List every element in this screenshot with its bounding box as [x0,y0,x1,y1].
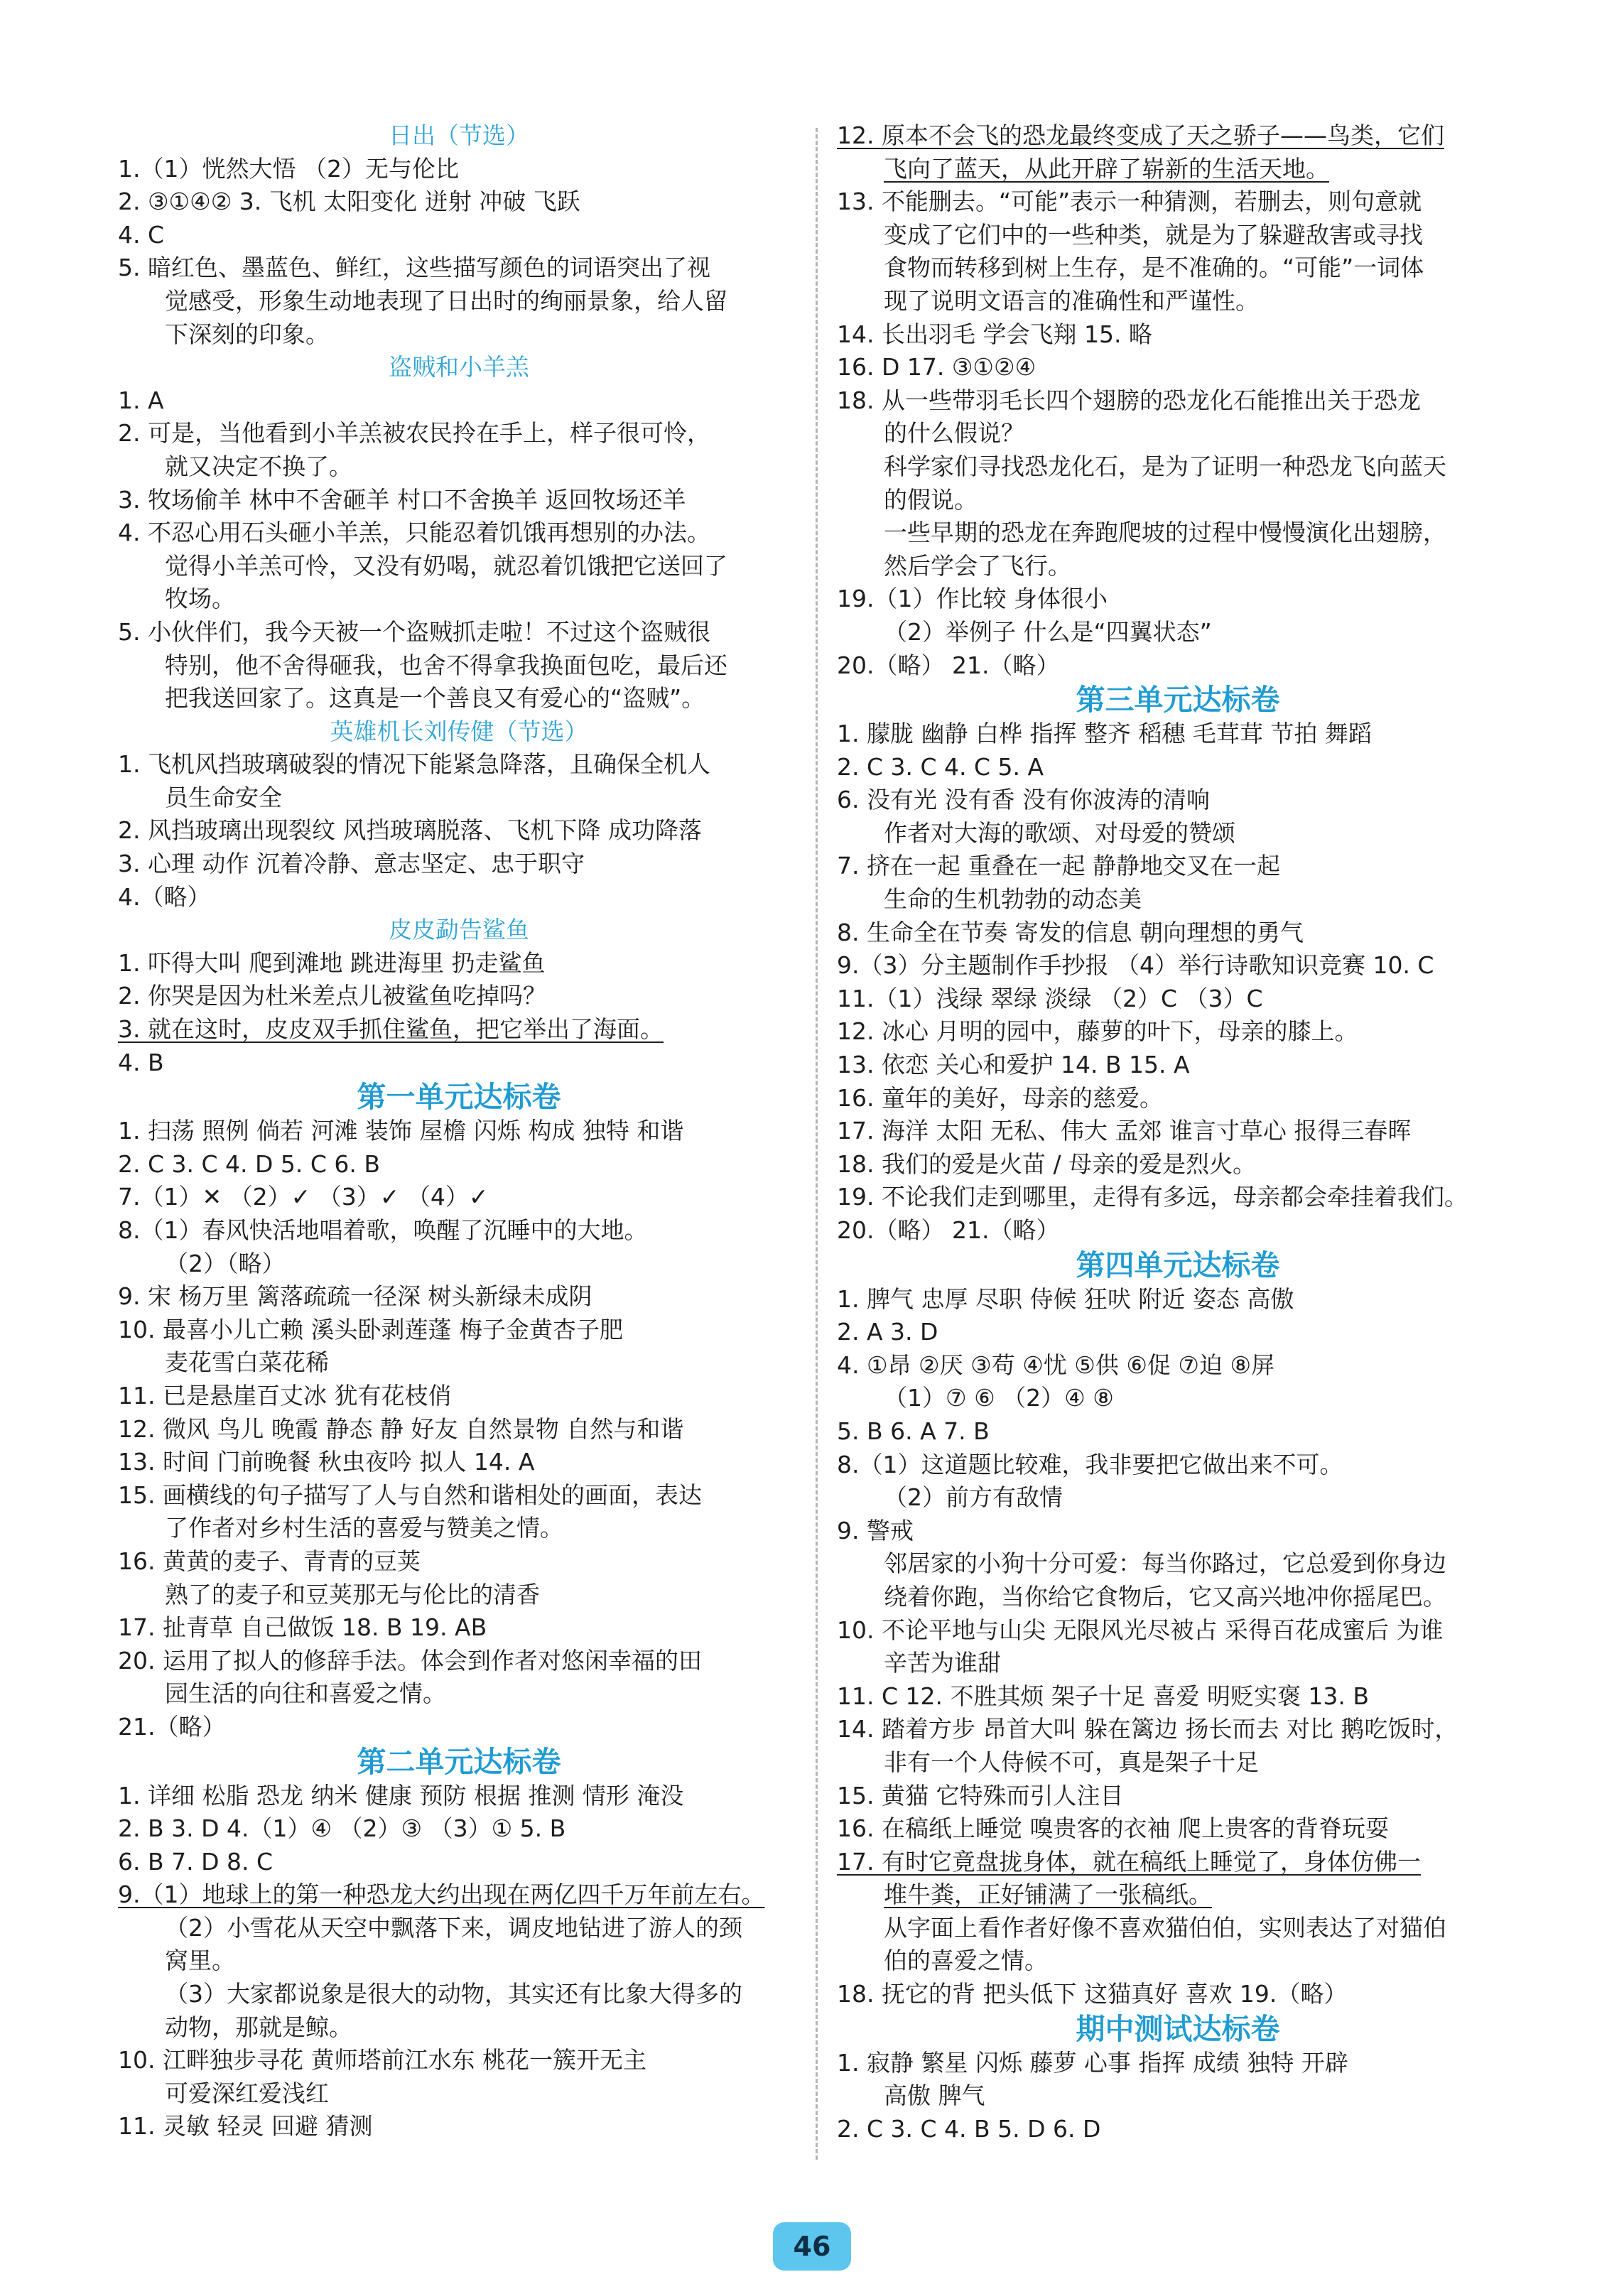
section-title [837,1248,1519,1283]
text: 觉感受，形象生动地表现了日出时的绚丽景象，给人留 [165,286,727,315]
text: 的什么假说？ [884,419,1024,448]
answer-line [837,1846,1519,1879]
answer-continuation [837,1647,1519,1680]
text: 就又决定不换了。 [165,452,352,480]
text: 1. 脾气 忠厚 尽职 侍候 狂吠 附近 姿态 高傲 [837,1284,1294,1313]
text: 1. 飞机风挡玻璃破裂的情况下能紧急降落，且确保全机人 [118,750,710,779]
text: 堆牛粪，正好铺满了一张稿纸。 [884,1881,1212,1909]
answer-line [118,1711,800,1744]
answer-continuation [118,682,800,715]
answer-continuation [837,1878,1519,1912]
answer-continuation [118,550,800,583]
text: 了作者对乡村生活的喜爱与赞美之情。 [165,1514,563,1542]
text: 盗贼和小羊羔 [389,353,529,382]
answer-line [118,1812,800,1846]
answer-continuation [837,1581,1519,1614]
text: 英雄机长刘传健（节选） [330,717,588,745]
section-title [118,1744,800,1780]
text: 高傲 脾气 [884,2082,985,2110]
answer-line [837,850,1519,883]
text: 2. 可是，当他看到小羊羔被农民拎在手上，样子很可怜， [118,419,710,448]
text: 1. 扫荡 照例 倘若 河滩 装饰 屋檐 闪烁 构成 独特 和谐 [118,1117,684,1145]
answer-continuation [837,1912,1519,1945]
text: 2. A 3. D [837,1318,938,1346]
text: 从字面上看作者好像不喜欢猫伯伯，实则表达了对猫伯 [884,1913,1446,1942]
answer-continuation [837,484,1519,517]
answer-line [118,1878,800,1912]
section-title [837,2011,1519,2047]
answer-line [118,1181,800,1214]
text: 1. 详细 松脂 恐龙 纳米 健康 预防 根据 推测 情形 淹没 [118,1781,684,1809]
answer-continuation [837,550,1519,583]
text: 动物，那就是鲸。 [165,2013,352,2041]
answer-line [837,1515,1519,1548]
text: 7.（1）✕ （2）✓ （3）✓ （4）✓ [118,1183,489,1211]
answer-line [837,1449,1519,1482]
text: 9.（1）地球上的第一种恐龙大约出现在两亿四千万年前左右。 [118,1881,765,1909]
text: 7. 挤在一起 重叠在一起 静静地交叉在一起 [837,852,1280,880]
text: 12. 冰心 月明的园中，藤萝的叶下，母亲的膝上。 [837,1017,1358,1046]
answer-continuation [118,1248,800,1281]
text: 2. C 3. C 4. B 5. D 6. D [837,2114,1101,2143]
text: 绕着你跑，当你给它食物后，它又高兴地冲你摇尾巴。 [884,1582,1446,1611]
answer-continuation [837,1746,1519,1780]
text: 5. 小伙伴们，我今天被一个盗贼抓走啦！不过这个盗贼很 [118,617,710,646]
answer-line [118,2044,800,2077]
text: 19.（1）作比较 身体很小 [837,585,1108,613]
answer-line [837,1780,1519,1813]
text: 11. 已是悬崖百丈冰 犹有花枝俏 [118,1381,452,1410]
text: 20.（略） 21.（略） [837,1216,1060,1244]
answer-line [837,1349,1519,1383]
answer-continuation [837,2079,1519,2113]
text: 15. 画横线的句子描写了人与自然和谐相处的画面，表达 [118,1481,702,1509]
answer-continuation [837,883,1519,916]
answer-line [837,916,1519,950]
text: （2）小雪花从天空中飘落下来，调皮地钻进了游人的颈 [165,1913,742,1942]
text: 19. 不论我们走到哪里，走得有多远，母亲都会牵挂着我们。 [837,1183,1468,1211]
answer-line [837,1713,1519,1746]
text: 8.（1）春风快活地唱着歌，唤醒了沉睡中的大地。 [118,1216,648,1244]
answer-line [837,1283,1519,1316]
text: 牧场。 [165,585,235,613]
text: 期中测试达标卷 [1076,2011,1280,2046]
text: 9.（3）分主题制作手抄报 （4）举行诗歌知识竞赛 10. C [837,951,1434,980]
answer-continuation [837,1382,1519,1415]
text: 第二单元达标卷 [357,1744,561,1779]
text: 15. 黄猫 它特殊而引人注目 [837,1781,1124,1809]
text: 麦花雪白菜花稀 [165,1348,329,1377]
answer-line [118,1046,800,1080]
left-column [118,119,800,2143]
answer-line [118,947,800,980]
text: 11.（1）浅绿 翠绿 淡绿 （2）C （3）C [837,984,1263,1012]
text: 4.（略） [118,882,211,911]
answer-line [837,2113,1519,2146]
text: 16. 在稿纸上睡觉 嗅贵客的衣袖 爬上贵客的背脊玩耍 [837,1814,1389,1843]
text: 4. 不忍心用石头砸小羊羔，只能忍着饥饿再想别的办法。 [118,519,710,547]
answer-line [118,251,800,285]
text: 辛苦为谁甜 [884,1649,1001,1677]
answer-line [118,417,800,450]
text: 变成了它们中的一些种类，就是为了躲避敌害或寻找 [884,220,1423,249]
answer-continuation [118,450,800,484]
text: 飞向了蓝天，从此开辟了崭新的生活天地。 [884,154,1329,183]
answer-continuation [118,1346,800,1380]
text: 食物而转移到树上生存，是不准确的。“可能”一词体 [884,254,1424,282]
answer-line [837,119,1519,153]
answer-line [837,1049,1519,1082]
text: 1. 朦胧 幽静 白桦 指挥 整齐 稻穗 毛茸茸 节拍 舞蹈 [837,720,1372,748]
text: 觉得小羊羔可怜，又没有奶喝，就忍着饥饿把它送回了 [165,551,727,580]
text: 熟了的麦子和豆荚那无与伦比的清香 [165,1580,540,1608]
answer-line [118,384,800,418]
answer-line [118,484,800,517]
answer-line [118,516,800,550]
answer-line [118,185,800,219]
answer-line [837,1214,1519,1248]
text: 2. 风挡玻璃出现裂纹 风挡玻璃脱落、飞机下降 成功降落 [118,816,702,845]
answer-line [118,616,800,649]
text: 8.（1）这道题比较难，我非要把它做出来不可。 [837,1450,1343,1478]
answer-line [118,980,800,1013]
answer-line [837,1812,1519,1846]
text: 12. 原本不会飞的恐龙最终变成了天之骄子——鸟类，它们 [837,121,1444,149]
text: 现了说明文语言的准确性和严谨性。 [884,286,1259,315]
text: 16. D 17. ③①②④ [837,353,1036,382]
text: 日出（节选） [389,121,529,149]
answer-line [118,1214,800,1248]
text: 2. C 3. C 4. C 5. A [837,752,1044,781]
text: 1.（1）恍然大悟 （2）无与伦比 [118,154,459,183]
text: 6. 没有光 没有香 没有你波涛的清响 [837,786,1210,814]
answer-line [118,1380,800,1413]
answer-line [118,219,800,252]
answer-continuation [837,1547,1519,1581]
text: 把我送回家了。这真是一个善良又有爱心的“盗贼”。 [165,684,705,713]
text: 1. 吓得大叫 爬到滩地 跳进海里 扔走鲨鱼 [118,948,546,977]
text: 邻居家的小狗十分可爱：每当你路过，它总爱到你身边 [884,1549,1446,1578]
text: 一些早期的恐龙在奔跑爬坡的过程中慢慢演化出翅膀， [884,519,1446,547]
answer-line [837,1680,1519,1714]
text: 18. 抚它的背 把头低下 这猫真好 喜欢 19.（略） [837,1980,1348,2008]
text: 21.（略） [118,1712,226,1741]
text: 5. 暗红色、墨蓝色、鲜红，这些描写颜色的词语突出了视 [118,254,710,282]
answer-continuation [837,285,1519,318]
text: 13. 依恋 关心和爱护 14. B 15. A [837,1051,1190,1079]
answer-line [837,318,1519,352]
answer-line [837,1978,1519,2011]
answer-continuation [837,616,1519,649]
answer-line [118,1645,800,1678]
answer-line [837,949,1519,983]
text: 2. C 3. C 4. D 5. C 6. B [118,1149,381,1178]
text: 3. 牧场偷羊 林中不舍砸羊 村口不舍换羊 返回牧场还羊 [118,485,686,514]
answer-continuation [118,285,800,318]
text: 3. 就在这时，皮皮双手抓住鲨鱼，把它举出了海面。 [118,1015,664,1044]
answer-line [118,1115,800,1148]
answer-continuation [837,153,1519,186]
text: 第一单元达标卷 [357,1080,561,1115]
answer-line [837,1115,1519,1148]
answer-line [118,881,800,914]
text: 11. C 12. 不胜其烦 架子十足 喜爱 明贬实褒 13. B [837,1682,1370,1710]
text: 12. 微风 鸟儿 晚霞 静态 静 好友 自然景物 自然与和谐 [118,1414,684,1443]
answer-continuation [837,417,1519,450]
answer-line [118,1013,800,1046]
text: 14. 踏着方步 昂首大叫 躲在篱边 扬长而去 对比 鹅吃饭时， [837,1715,1458,1743]
text: 园生活的向往和喜爱之情。 [165,1679,446,1708]
answer-line [118,1280,800,1314]
text: 11. 灵敏 轻灵 回避 猜测 [118,2112,373,2141]
section-subtitle [118,715,800,749]
answer-line [118,1545,800,1579]
answer-line [837,718,1519,751]
answer-line [118,1446,800,1479]
text: 第三单元达标卷 [1076,683,1280,718]
answer-line [837,1614,1519,1648]
answer-line [118,1413,800,1446]
text: 9. 警戒 [837,1516,914,1544]
text: 2. B 3. D 4.（1）④ （2）③ （3）① 5. B [118,1814,566,1843]
text: （2）前方有敌情 [884,1483,1063,1512]
text: 20. 运用了拟人的修辞手法。体会到作者对悠闲幸福的田 [118,1646,702,1674]
answer-line [837,1181,1519,1214]
text: 的假说。 [884,485,978,514]
answer-continuation [118,1512,800,1545]
text: （1）⑦ ⑥ （2）④ ⑧ [884,1384,1114,1412]
answer-line [837,384,1519,418]
answer-continuation [837,450,1519,484]
answer-line [837,1415,1519,1449]
answer-line [118,2110,800,2143]
answer-line [118,1846,800,1879]
answer-line [837,351,1519,384]
answer-continuation [118,583,800,616]
answer-continuation [118,2077,800,2111]
answer-continuation [837,1944,1519,1978]
answer-line [837,1082,1519,1115]
answer-continuation [837,1481,1519,1515]
text: 13. 时间 门前晚餐 秋虫夜吟 拟人 14. A [118,1448,535,1476]
answer-line [118,1314,800,1347]
text: 窝里。 [165,1947,235,1975]
answer-continuation [118,318,800,352]
answer-continuation [837,251,1519,285]
answer-continuation [118,649,800,683]
text: 5. B 6. A 7. B [837,1417,990,1445]
text: 然后学会了飞行。 [884,551,1071,580]
section-title [837,682,1519,718]
answer-continuation [837,516,1519,550]
text: 6. B 7. D 8. C [118,1847,273,1876]
section-subtitle [118,351,800,384]
answer-line [837,649,1519,683]
text: 17. 扯青草 自己做饭 18. B 19. AB [118,1613,487,1642]
answer-line [837,784,1519,817]
text: 16. 童年的美好，母亲的慈爱。 [837,1083,1163,1112]
section-subtitle [118,914,800,947]
text: 1. 寂静 繁星 闪烁 藤萝 心事 指挥 成绩 独特 开辟 [837,2048,1348,2077]
text: 4. B [118,1048,164,1076]
text: 13. 不能删去。“可能”表示一种猜测，若删去，则句意就 [837,188,1422,216]
answer-line [837,1015,1519,1049]
answer-continuation [118,1579,800,1612]
text: （2）举例子 什么是“四翼状态” [884,617,1212,646]
text: 10. 不论平地与山尖 无限风光尽被占 采得百花成蜜后 为谁 [837,1616,1444,1644]
text: 2. 你哭是因为杜米差点儿被鲨鱼吃掉吗？ [118,982,546,1010]
text: 作者对大海的歌颂、对母爱的赞颂 [884,818,1235,847]
answer-line [118,748,800,781]
right-column [837,119,1519,2146]
text: 1. A [118,386,164,414]
text: （2）（略） [165,1249,286,1277]
text: 18. 我们的爱是火苗 / 母亲的爱是烈火。 [837,1149,1257,1178]
text: 员生命安全 [165,783,282,811]
answer-line [118,1479,800,1513]
section-title [118,1079,800,1115]
text: 特别，他不舍得砸我，也舍不得拿我换面包吃，最后还 [165,651,727,679]
text: 10. 江畔独步寻花 黄师塔前江水东 桃花一簇开无主 [118,2046,646,2074]
answer-continuation [118,1944,800,1978]
answer-continuation [118,781,800,815]
column-divider [816,128,818,2160]
text: 9. 宋 杨万里 篱落疏疏一径深 树头新绿未成阴 [118,1282,592,1311]
page-number: 46 [773,2222,851,2271]
answer-continuation [118,1912,800,1945]
answer-line [118,1611,800,1645]
answer-line [837,185,1519,219]
answer-line [837,1316,1519,1349]
answer-line [118,153,800,186]
text: 4. C [118,220,165,249]
text: 科学家们寻找恐龙化石，是为了证明一种恐龙飞向蓝天 [884,452,1446,480]
text: 14. 长出羽毛 学会飞翔 15. 略 [837,320,1152,348]
text: 可爱深红爱浅红 [165,2079,329,2107]
text: 下深刻的印象。 [165,320,329,348]
answer-line [837,583,1519,616]
answer-continuation [118,1677,800,1711]
text: 皮皮勐告鲨鱼 [389,916,529,944]
answer-line [837,983,1519,1016]
text: 非有一个人侍候不可，真是架子十足 [884,1748,1259,1776]
text: 8. 生命全在节奏 寄发的信息 朝向理想的勇气 [837,918,1304,946]
section-subtitle [118,119,800,153]
answer-line [118,1148,800,1181]
answer-continuation [118,2011,800,2045]
text: 生命的生机勃勃的动态美 [884,885,1142,914]
answer-line [118,848,800,881]
text: 17. 有时它竟盘拢身体，就在稿纸上睡觉了，身体仿佛一 [837,1847,1421,1876]
text: 3. 心理 动作 沉着冷静、意志坚定、忠于职守 [118,850,585,878]
answer-line [118,814,800,848]
text: 第四单元达标卷 [1076,1248,1280,1282]
answer-continuation [118,1978,800,2011]
text: 18. 从一些带羽毛长四个翅膀的恐龙化石能推出关于恐龙 [837,386,1421,414]
answer-continuation [837,817,1519,850]
answer-line [118,1780,800,1813]
text: 10. 最喜小儿亡赖 溪头卧剥莲蓬 梅子金黄杏子肥 [118,1315,623,1343]
text: （3）大家都说象是很大的动物，其实还有比象大得多的 [165,1980,742,2008]
text: 4. ①昂 ②厌 ③苟 ④忧 ⑤供 ⑥促 ⑦迫 ⑧屏 [837,1351,1275,1379]
text: 17. 海洋 太阳 无私、伟大 孟郊 谁言寸草心 报得三春晖 [837,1117,1412,1145]
answer-line [837,751,1519,784]
text: 2. ③①④② 3. 飞机 太阳变化 迸射 冲破 飞跃 [118,188,580,216]
text: 20.（略） 21.（略） [837,651,1060,679]
text: 16. 黄黄的麦子、青青的豆荚 [118,1547,421,1575]
answer-line [837,1148,1519,1181]
text: 伯的喜爱之情。 [884,1947,1048,1975]
answer-continuation [837,219,1519,252]
answer-line [837,2047,1519,2080]
